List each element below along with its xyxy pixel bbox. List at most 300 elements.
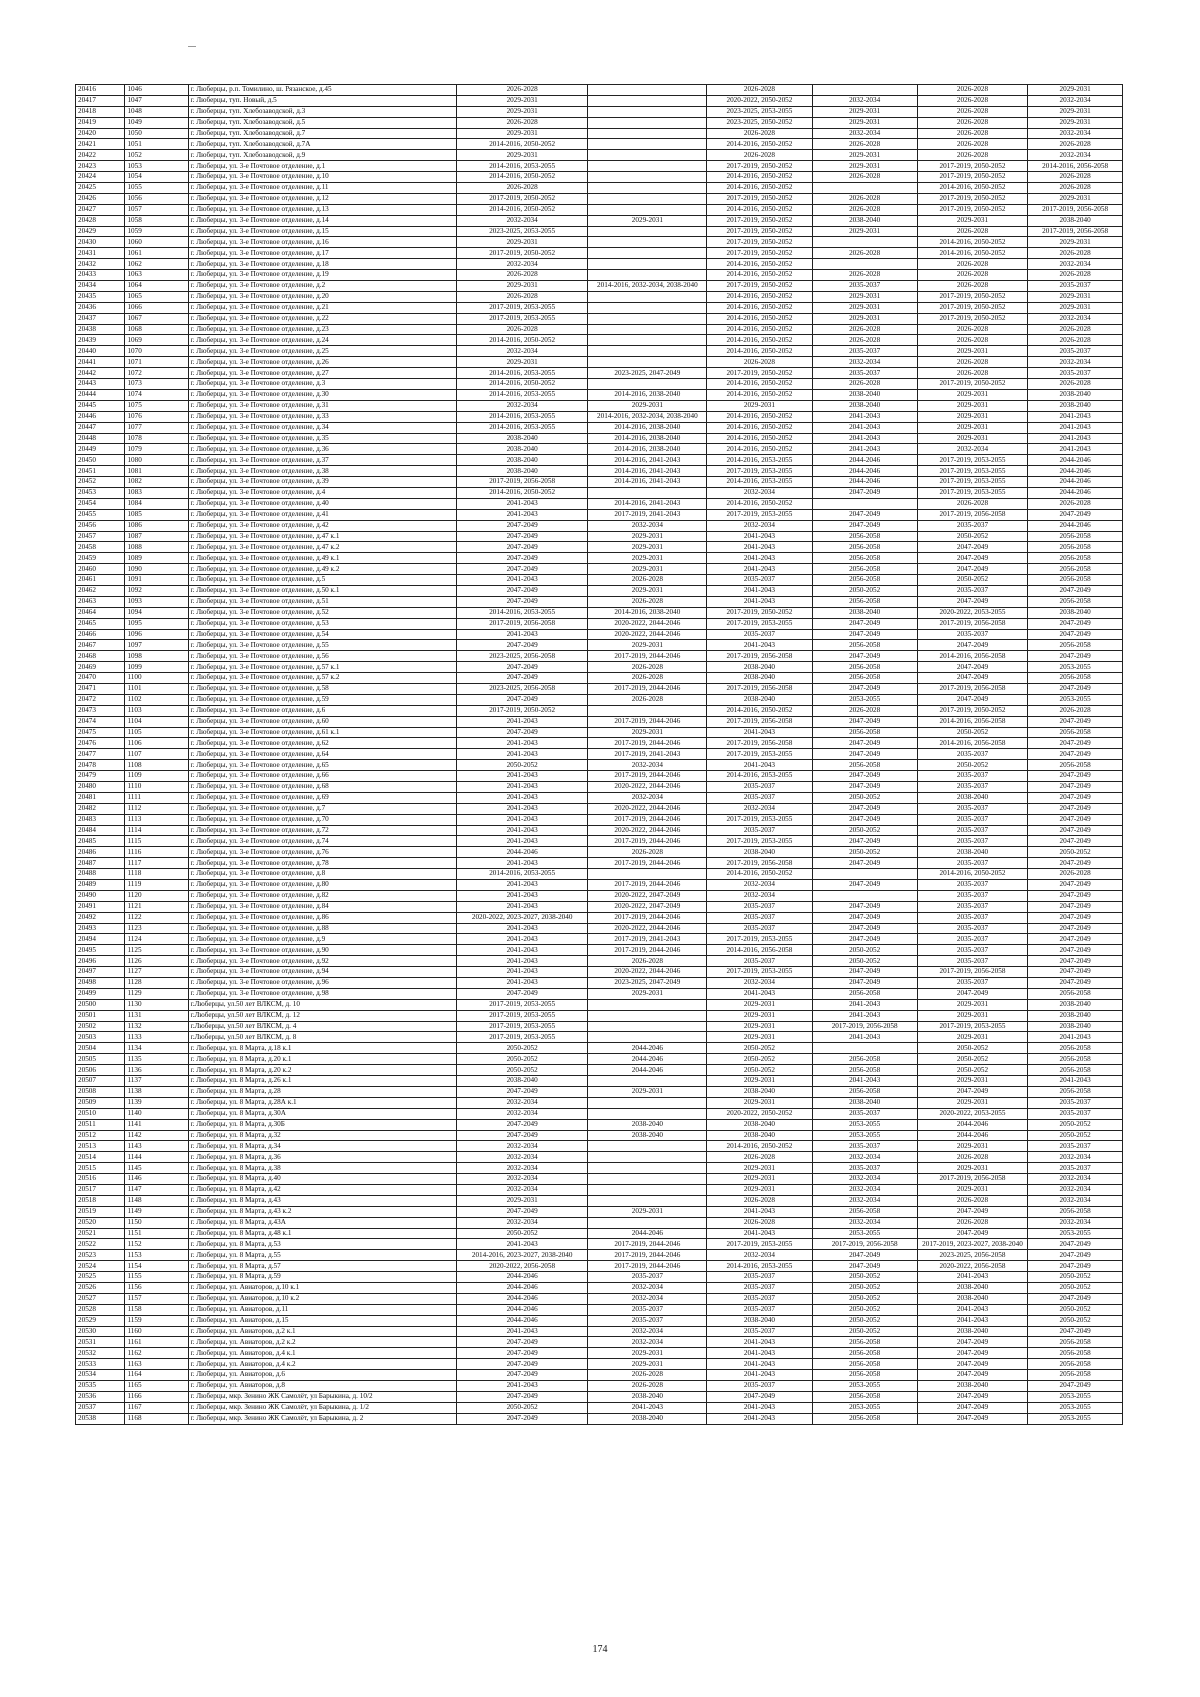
period-cell: 2029-2031 xyxy=(917,400,1027,411)
period-cell: 2032-2034 xyxy=(707,880,812,891)
period-cell: 2029-2031 xyxy=(812,150,917,161)
row-number-cell: 20495 xyxy=(76,945,125,956)
period-cell: 2047-2049 xyxy=(1028,629,1123,640)
period-cell: 2044-2046 xyxy=(812,466,917,477)
period-cell: 2041-2043 xyxy=(456,629,588,640)
object-number-cell: 1048 xyxy=(125,106,188,117)
period-cell: 2026-2028 xyxy=(812,193,917,204)
period-cell: 2050-2052 xyxy=(812,956,917,967)
period-cell: 2050-2052 xyxy=(707,1043,812,1054)
period-cell: 2041-2043 xyxy=(456,575,588,586)
period-cell: 2017-2019, 2050-2052 xyxy=(917,291,1027,302)
period-cell: 2047-2049 xyxy=(812,967,917,978)
row-number-cell: 20484 xyxy=(76,825,125,836)
object-number-cell: 1122 xyxy=(125,912,188,923)
period-cell xyxy=(588,1217,707,1228)
period-cell: 2038-2040 xyxy=(707,1315,812,1326)
period-cell: 2041-2043 xyxy=(456,978,588,989)
period-cell: 2044-2046 xyxy=(1028,487,1123,498)
period-cell: 2026-2028 xyxy=(456,324,588,335)
period-cell xyxy=(588,248,707,259)
period-cell: 2014-2016, 2056-2058 xyxy=(917,651,1027,662)
row-number-cell: 20428 xyxy=(76,215,125,226)
period-cell: 2056-2058 xyxy=(1028,1065,1123,1076)
period-cell: 2038-2040 xyxy=(456,433,588,444)
row-number-cell: 20430 xyxy=(76,237,125,248)
register-table xyxy=(75,84,1123,1425)
object-number-cell: 1143 xyxy=(125,1141,188,1152)
period-cell: 2029-2031 xyxy=(588,1206,707,1217)
table-row xyxy=(76,193,1123,204)
address-cell: г. Люберцы, ул. 8 Марта, д.53 xyxy=(188,1239,456,1250)
period-cell: 2014-2016, 2053-2055 xyxy=(456,389,588,400)
period-cell: 2038-2040 xyxy=(917,1293,1027,1304)
period-cell: 2029-2031 xyxy=(588,215,707,226)
period-cell: 2017-2019, 2044-2046 xyxy=(588,683,707,694)
period-cell: 2038-2040 xyxy=(707,662,812,673)
object-number-cell: 1119 xyxy=(125,880,188,891)
period-cell: 2041-2043 xyxy=(707,564,812,575)
period-cell: 2038-2040 xyxy=(588,1391,707,1402)
period-cell: 2029-2031 xyxy=(588,542,707,553)
period-cell: 2017-2019, 2056-2058 xyxy=(707,738,812,749)
period-cell: 2035-2037 xyxy=(1028,281,1123,292)
object-number-cell: 1141 xyxy=(125,1119,188,1130)
row-number-cell: 20469 xyxy=(76,662,125,673)
period-cell: 2014-2016, 2050-2052 xyxy=(707,444,812,455)
table-row xyxy=(76,683,1123,694)
period-cell: 2041-2043 xyxy=(707,1359,812,1370)
row-number-cell: 20483 xyxy=(76,814,125,825)
address-cell: г. Люберцы, ул. 8 Марта, д.43А xyxy=(188,1217,456,1228)
table-row xyxy=(76,531,1123,542)
address-cell: г. Люберцы, ул. 3-е Почтовое отделение, д.82 xyxy=(188,890,456,901)
object-number-cell: 1059 xyxy=(125,226,188,237)
row-number-cell: 20446 xyxy=(76,411,125,422)
period-cell: 2056-2058 xyxy=(812,575,917,586)
table-row xyxy=(76,880,1123,891)
period-cell xyxy=(588,1108,707,1119)
address-cell: г. Люберцы, ул. Авиаторов, д.11 xyxy=(188,1304,456,1315)
period-cell: 2047-2049 xyxy=(812,923,917,934)
period-cell: 2026-2028 xyxy=(707,150,812,161)
period-cell: 2035-2037 xyxy=(707,782,812,793)
period-cell: 2038-2040 xyxy=(1028,215,1123,226)
table-row xyxy=(76,346,1123,357)
period-cell: 2014-2016, 2050-2052 xyxy=(707,139,812,150)
period-cell: 2020-2022, 2047-2049 xyxy=(588,890,707,901)
row-number-cell: 20424 xyxy=(76,172,125,183)
row-number-cell: 20470 xyxy=(76,673,125,684)
table-row xyxy=(76,847,1123,858)
period-cell xyxy=(588,270,707,281)
period-cell: 2029-2031 xyxy=(707,1184,812,1195)
period-cell: 2047-2049 xyxy=(1028,1239,1123,1250)
period-cell: 2050-2052 xyxy=(917,1065,1027,1076)
object-number-cell: 1116 xyxy=(125,847,188,858)
period-cell: 2014-2016, 2053-2055 xyxy=(707,455,812,466)
period-cell: 2041-2043 xyxy=(456,934,588,945)
row-number-cell: 20517 xyxy=(76,1184,125,1195)
object-number-cell: 1091 xyxy=(125,575,188,586)
period-cell: 2017-2019, 2044-2046 xyxy=(588,651,707,662)
period-cell: 2047-2049 xyxy=(456,596,588,607)
period-cell: 2047-2049 xyxy=(1028,825,1123,836)
object-number-cell: 1164 xyxy=(125,1370,188,1381)
period-cell: 2047-2049 xyxy=(1028,912,1123,923)
table-row xyxy=(76,803,1123,814)
table-row xyxy=(76,967,1123,978)
period-cell: 2041-2043 xyxy=(707,585,812,596)
period-cell: 2026-2028 xyxy=(707,85,812,96)
address-cell: г. Люберцы, ул. 3-е Почтовое отделение, д.26 xyxy=(188,357,456,368)
period-cell: 2014-2016, 2041-2043 xyxy=(588,466,707,477)
period-cell: 2017-2019, 2050-2052 xyxy=(917,379,1027,390)
table-row xyxy=(76,564,1123,575)
period-cell: 2017-2019, 2050-2052 xyxy=(707,215,812,226)
period-cell: 2017-2019, 2053-2055 xyxy=(456,1021,588,1032)
period-cell: 2035-2037 xyxy=(707,1282,812,1293)
period-cell: 2029-2031 xyxy=(917,1141,1027,1152)
address-cell: г. Люберцы, ул. 3-е Почтовое отделение, д.65 xyxy=(188,760,456,771)
row-number-cell: 20449 xyxy=(76,444,125,455)
period-cell: 2041-2043 xyxy=(707,1370,812,1381)
period-cell: 2047-2049 xyxy=(1028,967,1123,978)
period-cell: 2056-2058 xyxy=(812,1206,917,1217)
period-cell: 2014-2016, 2050-2052 xyxy=(707,270,812,281)
object-number-cell: 1099 xyxy=(125,662,188,673)
object-number-cell: 1161 xyxy=(125,1337,188,1348)
period-cell: 2047-2049 xyxy=(1028,858,1123,869)
address-cell: г.Люберцы, ул.50 лет ВЛКСМ, д. 4 xyxy=(188,1021,456,1032)
object-number-cell: 1108 xyxy=(125,760,188,771)
period-cell xyxy=(588,357,707,368)
row-number-cell: 20488 xyxy=(76,869,125,880)
table-row xyxy=(76,1293,1123,1304)
period-cell xyxy=(588,204,707,215)
address-cell: г. Люберцы, ул. 3-е Почтовое отделение, д.80 xyxy=(188,880,456,891)
address-cell: г. Люберцы, ул. 3-е Почтовое отделение, д.84 xyxy=(188,901,456,912)
object-number-cell: 1159 xyxy=(125,1315,188,1326)
address-cell: г. Люберцы, ул. 8 Марта, д.26 к.1 xyxy=(188,1076,456,1087)
table-row xyxy=(76,106,1123,117)
period-cell: 2056-2058 xyxy=(1028,553,1123,564)
row-number-cell: 20452 xyxy=(76,477,125,488)
period-cell: 2026-2028 xyxy=(1028,139,1123,150)
period-cell: 2032-2034 xyxy=(812,1184,917,1195)
period-cell: 2041-2043 xyxy=(456,803,588,814)
period-cell xyxy=(588,1174,707,1185)
period-cell: 2014-2016, 2053-2055 xyxy=(456,161,588,172)
row-number-cell: 20499 xyxy=(76,988,125,999)
object-number-cell: 1092 xyxy=(125,585,188,596)
period-cell: 2050-2052 xyxy=(1028,1272,1123,1283)
row-number-cell: 20516 xyxy=(76,1174,125,1185)
address-cell: г. Люберцы, ул. 3-е Почтовое отделение, д.54 xyxy=(188,629,456,640)
period-cell: 2056-2058 xyxy=(1028,1054,1123,1065)
period-cell: 2029-2031 xyxy=(917,1097,1027,1108)
row-number-cell: 20528 xyxy=(76,1304,125,1315)
period-cell: 2017-2019, 2053-2055 xyxy=(917,487,1027,498)
period-cell: 2050-2052 xyxy=(456,1402,588,1413)
period-cell: 2035-2037 xyxy=(917,978,1027,989)
row-number-cell: 20511 xyxy=(76,1119,125,1130)
row-number-cell: 20448 xyxy=(76,433,125,444)
period-cell: 2014-2016, 2050-2052 xyxy=(707,869,812,880)
table-row xyxy=(76,455,1123,466)
period-cell: 2035-2037 xyxy=(707,923,812,934)
period-cell: 2038-2040 xyxy=(707,694,812,705)
address-cell: г. Люберцы, ул. 3-е Почтовое отделение, д.52 xyxy=(188,607,456,618)
row-number-cell: 20425 xyxy=(76,183,125,194)
object-number-cell: 1139 xyxy=(125,1097,188,1108)
row-number-cell: 20434 xyxy=(76,281,125,292)
table-row xyxy=(76,836,1123,847)
period-cell: 2032-2034 xyxy=(1028,95,1123,106)
register-table-body xyxy=(76,85,1123,1425)
period-cell: 2038-2040 xyxy=(812,215,917,226)
row-number-cell: 20531 xyxy=(76,1337,125,1348)
object-number-cell: 1156 xyxy=(125,1282,188,1293)
period-cell: 2050-2052 xyxy=(1028,1304,1123,1315)
period-cell: 2050-2052 xyxy=(1028,1315,1123,1326)
address-cell: г. Люберцы, ул. 8 Марта, д.43 к.2 xyxy=(188,1206,456,1217)
period-cell: 2056-2058 xyxy=(1028,1206,1123,1217)
period-cell: 2017-2019, 2044-2046 xyxy=(588,836,707,847)
period-cell: 2038-2040 xyxy=(1028,607,1123,618)
period-cell: 2041-2043 xyxy=(456,716,588,727)
period-cell: 2053-2055 xyxy=(812,694,917,705)
table-row xyxy=(76,575,1123,586)
period-cell: 2050-2052 xyxy=(917,1054,1027,1065)
object-number-cell: 1050 xyxy=(125,128,188,139)
period-cell: 2047-2049 xyxy=(456,662,588,673)
period-cell: 2017-2019, 2044-2046 xyxy=(588,1250,707,1261)
period-cell: 2029-2031 xyxy=(812,161,917,172)
row-number-cell: 20445 xyxy=(76,400,125,411)
period-cell: 2047-2049 xyxy=(456,1337,588,1348)
row-number-cell: 20520 xyxy=(76,1217,125,1228)
period-cell: 2044-2046 xyxy=(588,1054,707,1065)
table-row xyxy=(76,302,1123,313)
period-cell: 2026-2028 xyxy=(812,270,917,281)
period-cell: 2032-2034 xyxy=(812,128,917,139)
period-cell: 2020-2022, 2050-2052 xyxy=(707,95,812,106)
row-number-cell: 20493 xyxy=(76,923,125,934)
row-number-cell: 20441 xyxy=(76,357,125,368)
period-cell: 2014-2016, 2056-2058 xyxy=(917,716,1027,727)
table-row xyxy=(76,422,1123,433)
period-cell: 2035-2037 xyxy=(707,1272,812,1283)
period-cell: 2044-2046 xyxy=(456,847,588,858)
object-number-cell: 1128 xyxy=(125,978,188,989)
period-cell: 2017-2019, 2056-2058 xyxy=(707,716,812,727)
row-number-cell: 20504 xyxy=(76,1043,125,1054)
period-cell: 2032-2034 xyxy=(1028,1184,1123,1195)
period-cell: 2020-2022, 2023-2027, 2038-2040 xyxy=(456,912,588,923)
period-cell: 2029-2031 xyxy=(456,281,588,292)
period-cell: 2041-2043 xyxy=(707,1228,812,1239)
period-cell: 2014-2016, 2050-2052 xyxy=(707,335,812,346)
period-cell: 2014-2016, 2050-2052 xyxy=(917,248,1027,259)
period-cell: 2026-2028 xyxy=(917,226,1027,237)
row-number-cell: 20526 xyxy=(76,1282,125,1293)
period-cell: 2035-2037 xyxy=(707,792,812,803)
period-cell: 2047-2049 xyxy=(917,1413,1027,1424)
row-number-cell: 20515 xyxy=(76,1163,125,1174)
period-cell: 2017-2019, 2053-2055 xyxy=(707,749,812,760)
period-cell xyxy=(588,1184,707,1195)
period-cell xyxy=(588,1152,707,1163)
object-number-cell: 1077 xyxy=(125,422,188,433)
period-cell: 2017-2019, 2053-2055 xyxy=(917,1021,1027,1032)
period-cell: 2041-2043 xyxy=(456,880,588,891)
period-cell: 2032-2034 xyxy=(917,444,1027,455)
period-cell: 2050-2052 xyxy=(812,1326,917,1337)
period-cell: 2047-2049 xyxy=(1028,738,1123,749)
period-cell: 2014-2016, 2041-2043 xyxy=(588,477,707,488)
period-cell: 2020-2022, 2044-2046 xyxy=(588,618,707,629)
period-cell: 2041-2043 xyxy=(456,792,588,803)
period-cell: 2017-2019, 2053-2055 xyxy=(456,313,588,324)
address-cell: г. Люберцы, туп. Хлебозаводской, д.7 xyxy=(188,128,456,139)
address-cell: г. Люберцы, ул. 8 Марта, д.30А xyxy=(188,1108,456,1119)
period-cell: 2050-2052 xyxy=(456,1228,588,1239)
period-cell: 2041-2043 xyxy=(812,1010,917,1021)
table-row xyxy=(76,760,1123,771)
period-cell: 2020-2022, 2044-2046 xyxy=(588,629,707,640)
period-cell: 2032-2034 xyxy=(456,1217,588,1228)
period-cell: 2047-2049 xyxy=(917,564,1027,575)
period-cell: 2023-2025, 2047-2049 xyxy=(588,978,707,989)
period-cell: 2056-2058 xyxy=(812,662,917,673)
period-cell: 2014-2016, 2050-2052 xyxy=(707,302,812,313)
period-cell: 2047-2049 xyxy=(917,988,1027,999)
period-cell: 2014-2016, 2050-2052 xyxy=(707,172,812,183)
period-cell: 2047-2049 xyxy=(917,1337,1027,1348)
period-cell: 2020-2022, 2053-2055 xyxy=(917,1108,1027,1119)
period-cell: 2026-2028 xyxy=(588,956,707,967)
row-number-cell: 20443 xyxy=(76,379,125,390)
period-cell: 2032-2034 xyxy=(812,1152,917,1163)
period-cell: 2014-2016, 2038-2040 xyxy=(588,422,707,433)
period-cell: 2014-2016, 2050-2052 xyxy=(707,291,812,302)
period-cell: 2032-2034 xyxy=(456,1097,588,1108)
address-cell: г. Люберцы, ул. Авиаторов, д.2 к.2 xyxy=(188,1337,456,1348)
period-cell: 2017-2019, 2053-2055 xyxy=(707,618,812,629)
period-cell: 2014-2016, 2050-2052 xyxy=(917,237,1027,248)
row-number-cell: 20533 xyxy=(76,1359,125,1370)
period-cell: 2017-2019, 2050-2052 xyxy=(707,368,812,379)
period-cell: 2056-2058 xyxy=(1028,1043,1123,1054)
period-cell: 2017-2019, 2050-2052 xyxy=(456,705,588,716)
period-cell: 2032-2034 xyxy=(1028,1195,1123,1206)
period-cell: 2044-2046 xyxy=(456,1282,588,1293)
period-cell: 2026-2028 xyxy=(1028,335,1123,346)
period-cell: 2041-2043 xyxy=(456,782,588,793)
period-cell: 2032-2034 xyxy=(812,1174,917,1185)
period-cell: 2026-2028 xyxy=(917,368,1027,379)
address-cell: г. Люберцы, ул. 3-е Почтовое отделение, д.58 xyxy=(188,683,456,694)
row-number-cell: 20496 xyxy=(76,956,125,967)
table-row xyxy=(76,869,1123,880)
object-number-cell: 1058 xyxy=(125,215,188,226)
period-cell: 2047-2049 xyxy=(456,1359,588,1370)
period-cell: 2017-2019, 2044-2046 xyxy=(588,716,707,727)
period-cell xyxy=(588,128,707,139)
period-cell: 2047-2049 xyxy=(456,1391,588,1402)
period-cell: 2017-2019, 2041-2043 xyxy=(588,509,707,520)
address-cell: г. Люберцы, ул. 3-е Почтовое отделение, д.10 xyxy=(188,172,456,183)
object-number-cell: 1110 xyxy=(125,782,188,793)
row-number-cell: 20417 xyxy=(76,95,125,106)
table-row xyxy=(76,749,1123,760)
period-cell: 2047-2049 xyxy=(812,858,917,869)
period-cell: 2038-2040 xyxy=(456,444,588,455)
address-cell: г. Люберцы, мкр. Зенино ЖК Самолёт, ул Барыкина, д. 10/2 xyxy=(188,1391,456,1402)
period-cell: 2050-2052 xyxy=(456,1043,588,1054)
period-cell: 2047-2049 xyxy=(812,1261,917,1272)
period-cell: 2029-2031 xyxy=(707,1163,812,1174)
period-cell: 2044-2046 xyxy=(1028,466,1123,477)
address-cell: г. Люберцы, ул. Авиаторов, д.4 к.2 xyxy=(188,1359,456,1370)
period-cell: 2041-2043 xyxy=(707,1337,812,1348)
period-cell: 2032-2034 xyxy=(456,1108,588,1119)
object-number-cell: 1073 xyxy=(125,379,188,390)
period-cell: 2023-2025, 2050-2052 xyxy=(707,117,812,128)
row-number-cell: 20437 xyxy=(76,313,125,324)
period-cell: 2026-2028 xyxy=(1028,498,1123,509)
period-cell: 2041-2043 xyxy=(917,1272,1027,1283)
address-cell: г. Люберцы, ул. 8 Марта, д.20 к.1 xyxy=(188,1054,456,1065)
period-cell: 2047-2049 xyxy=(1028,651,1123,662)
period-cell: 2050-2052 xyxy=(1028,1130,1123,1141)
period-cell: 2017-2019, 2023-2027, 2038-2040 xyxy=(917,1239,1027,1250)
period-cell: 2035-2037 xyxy=(917,749,1027,760)
object-number-cell: 1049 xyxy=(125,117,188,128)
period-cell: 2041-2043 xyxy=(812,999,917,1010)
row-number-cell: 20459 xyxy=(76,553,125,564)
row-number-cell: 20505 xyxy=(76,1054,125,1065)
address-cell: г. Люберцы, ул. 3-е Почтовое отделение, д.18 xyxy=(188,259,456,270)
period-cell: 2053-2055 xyxy=(812,1402,917,1413)
row-number-cell: 20538 xyxy=(76,1413,125,1424)
period-cell: 2035-2037 xyxy=(1028,1097,1123,1108)
row-number-cell: 20492 xyxy=(76,912,125,923)
period-cell: 2026-2028 xyxy=(456,117,588,128)
period-cell: 2035-2037 xyxy=(812,1141,917,1152)
object-number-cell: 1167 xyxy=(125,1402,188,1413)
period-cell: 2047-2049 xyxy=(456,1413,588,1424)
period-cell: 2035-2037 xyxy=(917,880,1027,891)
period-cell: 2047-2049 xyxy=(1028,1380,1123,1391)
row-number-cell: 20489 xyxy=(76,880,125,891)
period-cell xyxy=(812,869,917,880)
period-cell: 2017-2019, 2050-2052 xyxy=(456,248,588,259)
object-number-cell: 1123 xyxy=(125,923,188,934)
period-cell: 2026-2028 xyxy=(812,139,917,150)
period-cell: 2044-2046 xyxy=(1028,477,1123,488)
period-cell: 2020-2022, 2044-2046 xyxy=(588,825,707,836)
period-cell: 2029-2031 xyxy=(1028,85,1123,96)
period-cell: 2047-2049 xyxy=(1028,923,1123,934)
period-cell: 2017-2019, 2050-2052 xyxy=(917,172,1027,183)
period-cell: 2047-2049 xyxy=(812,782,917,793)
object-number-cell: 1163 xyxy=(125,1359,188,1370)
table-row xyxy=(76,139,1123,150)
row-number-cell: 20491 xyxy=(76,901,125,912)
object-number-cell: 1102 xyxy=(125,694,188,705)
